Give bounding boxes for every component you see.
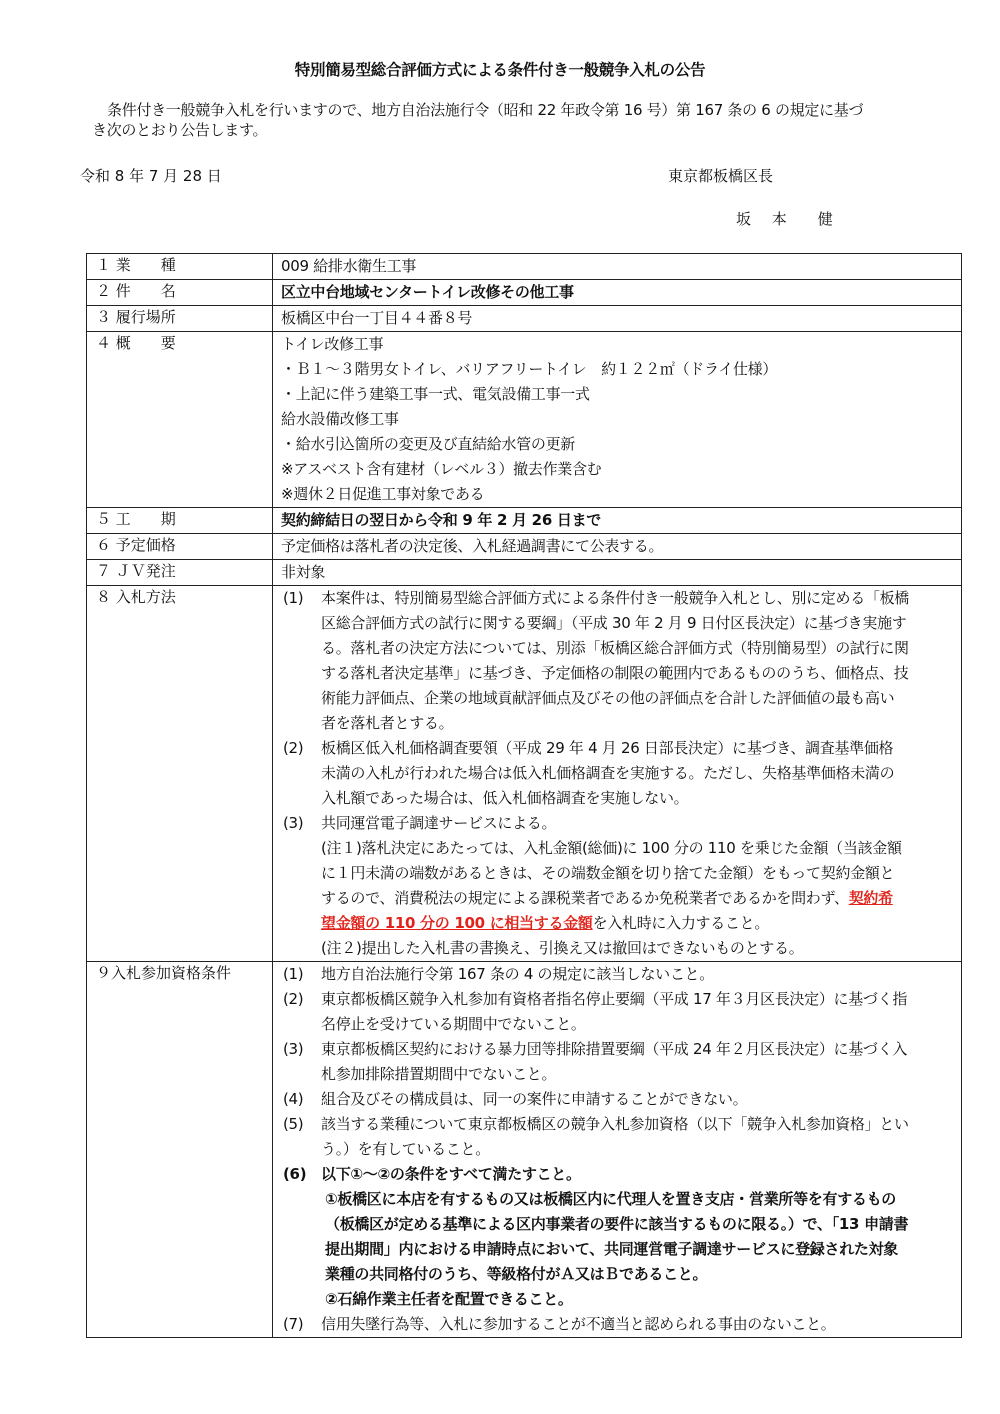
- item-line: 札参加排除措置期間中でないこと。: [321, 1065, 557, 1083]
- row-value: 板橋区中台一丁目４４番８号: [273, 306, 962, 332]
- row-label: ４ 概 要: [87, 332, 273, 508]
- page-title: 特別簡易型総合評価方式による条件付き一般競争入札の公告: [294, 61, 706, 79]
- row-label: １ 業 種: [87, 254, 273, 280]
- item-number: (7): [283, 1315, 304, 1333]
- table-row: [87, 332, 962, 508]
- table-row: [87, 962, 962, 1338]
- row-label: ２ 件 名: [87, 280, 273, 306]
- issuer-name: 坂 本 健: [736, 210, 841, 228]
- item-line: 該当する業種について東京都板橋区の競争入札参加資格（以下「競争入札参加資格」とい: [321, 1115, 909, 1133]
- summary-line: ※週休２日促進工事対象である: [281, 485, 485, 503]
- row-label: ３ 履行場所: [87, 306, 273, 332]
- item-number: (1): [283, 965, 304, 983]
- item-line: 東京都板橋区契約における暴力団等排除措置要綱（平成 24 年２月区長決定）に基づく入: [321, 1040, 908, 1058]
- summary-line: トイレ改修工事: [281, 335, 384, 353]
- table-row: [87, 280, 962, 306]
- item-line: (注１)落札決定にあたっては、入札金額(総価)に 100 分の 110 を乗じた金額（当該金額: [321, 839, 902, 857]
- item-subline: 提出期間」内における申請時点において、共同運営電子調達サービスに登録された対象: [325, 1240, 899, 1258]
- table-row: [87, 560, 962, 586]
- item-line: [321, 911, 955, 936]
- row-value: 契約締結日の翌日から令和 9 年 2 月 26 日まで: [273, 508, 962, 534]
- item-line-text: するので、消費税法の規定による課税業者であるか免税業者であるかを問わず、: [321, 889, 849, 907]
- item-number: (5): [283, 1115, 304, 1133]
- item-line: 共同運営電子調達サービスによる。: [321, 814, 557, 832]
- table-row: [87, 534, 962, 560]
- row-value: [273, 962, 962, 1338]
- item-line: 未満の入札が行われた場合は低入札価格調査を実施する。ただし、失格基準価格未満の: [321, 764, 895, 782]
- item-number: (4): [283, 1090, 304, 1108]
- intro-line-2: き次のとおり公告します。: [92, 121, 268, 139]
- item-line: する落札者決定基準」に基づき、予定価格の制限の範囲内であるもののうち、価格点、技: [321, 664, 909, 682]
- highlight-text: 望金額の 110 分の 100 に相当する金額: [321, 914, 593, 932]
- list-item: [281, 962, 955, 987]
- table-row: [87, 586, 962, 962]
- item-subline: ①板橋区に本店を有するもの又は板橋区内に代理人を置き支店・営業所等を有するもの: [325, 1190, 897, 1208]
- row-label: ５ 工 期: [87, 508, 273, 534]
- row-value: [273, 332, 962, 508]
- list-item: [281, 1312, 955, 1337]
- summary-line: ・上記に伴う建築工事一式、電気設備工事一式: [281, 385, 590, 403]
- row-value: 予定価格は落札者の決定後、入札経過調書にて公表する。: [273, 534, 962, 560]
- table-row: [87, 508, 962, 534]
- item-line: う。）を有していること。: [321, 1140, 490, 1158]
- list-item: [281, 1162, 955, 1312]
- summary-line: ※アスベスト含有建材（レベル３）撤去作業含む: [281, 460, 602, 478]
- item-line: 以下①～②の条件をすべて満たすこと。: [321, 1165, 581, 1183]
- list-item: [281, 1037, 955, 1087]
- table-row: [87, 306, 962, 332]
- item-number: (6): [283, 1165, 307, 1183]
- item-line: 者を落札者とする。: [321, 714, 454, 732]
- item-line: 術能力評価点、企業の地域貢献評価点及びその他の評価点を合計した評価値の最も高い: [321, 689, 895, 707]
- item-line: (注２)提出した入札書の書換え、引換え又は撤回はできないものとする。: [321, 939, 804, 957]
- item-line: 地方自治法施行令第 167 条の 4 の規定に該当しないこと。: [321, 965, 714, 983]
- item-number: (3): [283, 1040, 304, 1058]
- list-item: [281, 811, 955, 961]
- table-row: [87, 254, 962, 280]
- issuer: 東京都板橋区長: [668, 167, 774, 185]
- item-number: (2): [283, 990, 304, 1008]
- list-item: [281, 1087, 955, 1112]
- list-item: [281, 736, 955, 811]
- notice-date: 令和 8 年 7 月 28 日: [80, 167, 222, 185]
- row-label: ９入札参加資格条件: [87, 962, 273, 1338]
- item-line: 組合及びその構成員は、同一の案件に申請することができない。: [321, 1090, 748, 1108]
- row-value: 非対象: [273, 560, 962, 586]
- notice-table: [86, 253, 962, 1338]
- row-value: [273, 586, 962, 962]
- highlight-text: 契約希: [848, 889, 893, 907]
- item-number: (3): [283, 814, 304, 832]
- item-line: 名停止を受けている期間中でないこと。: [321, 1015, 586, 1033]
- summary-line: 給水設備改修工事: [281, 410, 399, 428]
- item-number: (1): [283, 589, 304, 607]
- item-line: る。落札者の決定方法については、別添「板橋区総合評価方式（特別簡易型）の試行に関: [321, 639, 909, 657]
- intro-line-1: 条件付き一般競争入札を行いますので、地方自治法施行令（昭和 22 年政令第 16 号）第 167 条の 6 の規定に基づ: [107, 101, 864, 119]
- item-subline: ②石綿作業主任者を配置できること。: [325, 1290, 573, 1308]
- row-value: 009 給排水衛生工事: [273, 254, 962, 280]
- item-line: [321, 886, 955, 911]
- summary-line: ・Ｂ１～３階男女トイレ、バリアフリートイレ 約１２２㎡（ドライ仕様）: [281, 360, 778, 378]
- row-value: 区立中台地域センタートイレ改修その他工事: [273, 280, 962, 306]
- item-subline: 業種の共同格付のうち、等級格付がＡ又はＢであること。: [325, 1265, 708, 1283]
- row-label: ８ 入札方法: [87, 586, 273, 962]
- item-subline: （板橋区が定める基準による区内事業者の要件に該当するものに限る。）で、「13 申請書: [325, 1215, 909, 1233]
- item-line: 本案件は、特別簡易型総合評価方式による条件付き一般競争入札とし、別に定める「板橋: [321, 589, 910, 607]
- item-line: 区総合評価方式の試行に関する要綱」（平成 30 年 2 月 9 日付区長決定）に基づき実施す: [321, 614, 907, 632]
- list-item: [281, 987, 955, 1037]
- item-line: 東京都板橋区競争入札参加有資格者指名停止要綱（平成 17 年３月区長決定）に基づく指: [321, 990, 908, 1008]
- intro-paragraph: [92, 100, 932, 140]
- item-line: 信用失墜行為等、入札に参加することが不適当と認められる事由のないこと。: [321, 1315, 836, 1333]
- item-line: 入札額であった場合は、低入札価格調査を実施しない。: [321, 789, 689, 807]
- list-item: [281, 586, 955, 736]
- item-line: に１円未満の端数があるときは、その端数金額を切り捨てた金額）をもって契約金額と: [321, 864, 895, 882]
- summary-line: ・給水引込箇所の変更及び直結給水管の更新: [281, 435, 576, 453]
- item-line: 板橋区低入札価格調査要領（平成 29 年 4 月 26 日部長決定）に基づき、調査基準価格: [321, 739, 894, 757]
- list-item: [281, 1112, 955, 1162]
- row-label: ６ 予定価格: [87, 534, 273, 560]
- row-label: ７ ＪＶ発注: [87, 560, 273, 586]
- item-line-text: を入札時に入力すること。: [592, 914, 770, 932]
- item-number: (2): [283, 739, 304, 757]
